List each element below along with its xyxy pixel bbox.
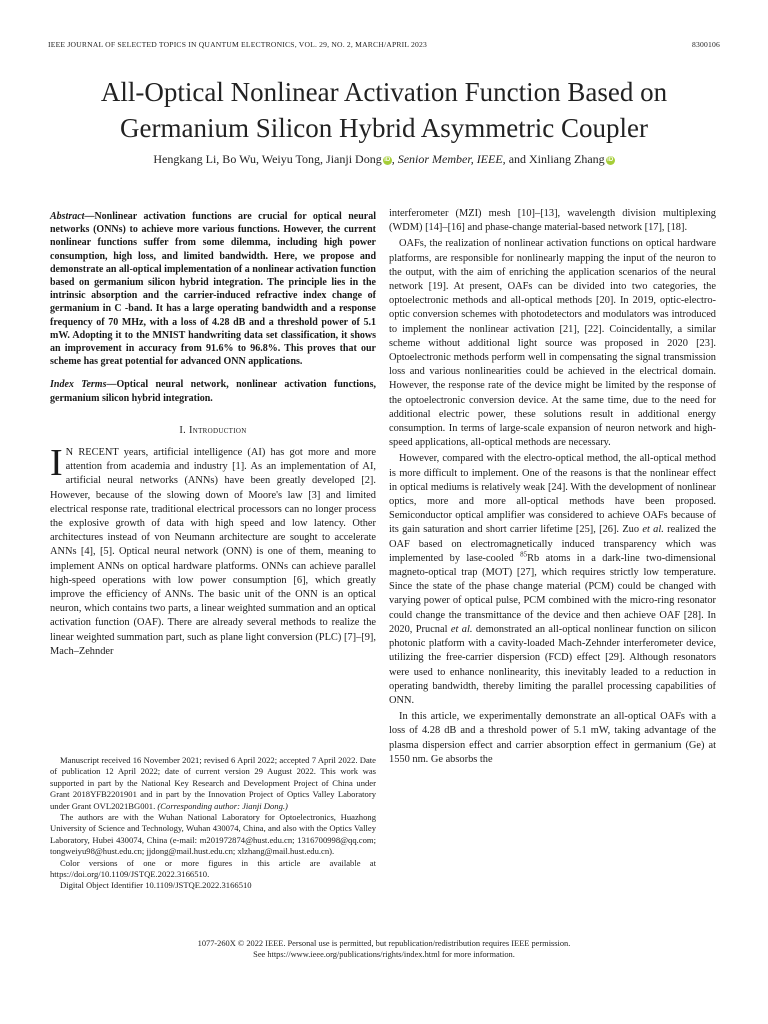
article-number: 8300106	[692, 40, 720, 49]
index-terms	[50, 378, 376, 404]
section-heading-introduction	[50, 424, 376, 438]
journal-name: IEEE JOURNAL OF SELECTED TOPICS IN QUANTUM ELECTRONICS, VOL. 29, NO. 2, MARCH/APRIL 2023	[48, 40, 428, 49]
copyright-line-2: See https://www.ieee.org/publications/rights/index.html for more information.	[253, 950, 515, 960]
paper-title	[30, 74, 738, 146]
footnote-received: Manuscript received 16 November 2021; revised 6 April 2022; accepted 7 April 2022. Date of publication 12 April 2022; date of current version 29 August 2022. This work was supported in part by the National Key Research and Development Project of China under Grant 2018YFB2201901 and in part by the Innovation Project of Optics Valley Laboratory under Grant OVL2021BG001. (Corresponding author: Jianji Dong.)	[50, 755, 376, 811]
right-column	[389, 207, 716, 767]
intro-text: years, artificial intelligence (AI) has got more and more attention from academia and industry [1]. As an implementation of AI, artificial neural networks (ANNs) have been greatly developed [2]. However, because of the slowing down of Moore's law [3] and limited electrical response rate, traditional electrical processors can no longer process the explosive growth of data with high speed and low latency. Other architectures instead of von Neumann architecture are sought to accelerate ANNs [4], [5]. Optical neural network (ONN) is one of them, meaning to implement ANNs on optical hardware platforms. ONNs can achieve parallel high-speed operations with low power consumption [6], which greatly improve the efficiency of ANNs. The basic unit of the ONN is an optical neuron, which contains two parts, a linear weighted summation and an optical activation function (OAF). There are already several methods to realize the linear weighted summation part, such as plane light conversion (PLC) [7]–[9], Mach–Zehnder	[50, 447, 376, 657]
copyright-notice	[40, 938, 728, 961]
footnote-doi: Digital Object Identifier 10.1109/JSTQE.2022.3166510	[60, 880, 252, 891]
paragraph-all-optical: However, compared with the electro-optical method, the all-optical method is more difficult to implement. One of the reasons is that the nonlinear effect in optical mediums is relatively weak [24]. With the development of nonlinear optics, more and more all-optical methods have been proposed. Semiconductor optical amplifier was considered to achieve OAFs because of its gain saturation and short carrier lifetime [25], [26]. Zuo et al. realized the OAF based on electromagnetically induced transparency which was implemented by lase-cooled $^{85}$Rb atoms in a dark-line two-dimensional magneto-optical trap (MOT) [27], which requires strictly low temperature. Since the state of the phase change material (PCM) could be changed with varying power of optical pulse, PCM combined with the micro-ring resonator could change the transmittance of the device and then achieve OAF [28]. In 2020, Prucnal et al. demonstrated an all-optical nonlinear function on silicon photonic platform with a cavity-loaded Mach-Zehnder interferometer device, utilizing the free-carrier dispersion (FCD) effect [29]. Although resonators were used to enhance nonlinearity, this inevitably leaded to a reduction in operating bandwidth, thereby limiting the parallel processing capabilities of ONN.	[389, 453, 717, 706]
authors-part-1: Hengkang Li, Bo Wu, Weiyu Tong, Jianji Dong	[153, 152, 382, 166]
title-line-1: All-Optical Nonlinear Activation Function Based on	[100, 77, 668, 107]
drop-cap: I	[50, 442, 63, 485]
left-column	[50, 210, 376, 659]
footnotes	[50, 755, 376, 892]
section-title: Introduction	[188, 424, 247, 436]
author-membership: , Senior Member, IEEE,	[391, 152, 506, 166]
intro-first-words: N RECENT	[65, 447, 119, 459]
orcid-icon[interactable]: iD	[607, 157, 614, 163]
paragraph-this-article: In this article, we experimentally demonstrate an all-optical OAFs with a loss of 4.28 dB and a threshold power of 5.1 mW, taking advantage of the plasma dispersion effect and carrier absorption effect in germanium (Ge) at 1550 nm. Ge absorbs the	[389, 711, 716, 765]
author-list	[30, 152, 738, 167]
footnote-affiliation: The authors are with the Wuhan National Laboratory for Optoelectronics, Huazhong University of Science and Technology, Wuhan 430074, China, and also with the Optics Valley Laboratory, Hubei 430074, China (e-mail: m201972874@hust.edu.cn; 1316700998@qq.com; tongweiyu98@hust.edu.cn; jjdong@mail.hust.edu.cn; xlzhang@mail.hust.edu.cn).	[50, 812, 376, 857]
title-line-2: Germanium Silicon Hybrid Asymmetric Coupler	[120, 113, 648, 143]
paragraph-oafs: OAFs, the realization of nonlinear activation functions on optical hardware platforms, are responsible for nonlinearly mapping the input of the neuron to the output, with the aim of enriching the application scenarios of the neural network [19]. At present, OAFs can be divided into two categories, the optoelectronic methods and all-optical methods [20]. In 2019, optic-electro-optic conversion schemes with photodetectors and modulators was introduced to implement the nonlinear activation [21], [22]. Coincidentally, a similar scheme without additional light source was proposed in 2020 [23]. Optoelectronic methods perform well in compensating the signal transmission loss and various nonlinearities could be achieved in the electrical domain. However, the response rate of the device might be limited by the response of the optoelectronic conversion device. At the same time, due to the need for additional electric power, these solutions result in additional energy consumption. In terms of large-scale expansion of neuron network and high-speed applications, all-optical methods are necessary.	[389, 238, 716, 449]
index-terms-text: —Optical neural network, nonlinear activation functions, germanium silicon hybrid integration.	[50, 379, 376, 404]
abstract-label: Abstract	[50, 211, 85, 222]
abstract-text: —Nonlinear activation functions are crucial for optical neural networks (ONNs) to achieve more various functions. However, the current nonlinear functions suffer from some dilemma, including high power consumption, high loss, and limited bandwidth. Here, we propose and demonstrate an all-optical implementation of a nonlinear activation function based on germanium silicon hybrid integration. The principle lies in the intrinsic absorption and the carrier-induced refractive index change of germanium in C -band. It has a large operating bandwidth and a response frequency of 70 MHz, with a loss of 4.28 dB and a threshold power of 5.1 mW. Adopting it to the MNIST handwriting data set classification, it shows an improvement in accuracy from 91.6% to 96.8%. This proves that our scheme has great potential for advanced ONN applications.	[50, 211, 376, 368]
orcid-icon[interactable]: iD	[384, 157, 391, 163]
paragraph-continued: interferometer (MZI) mesh [10]–[13], wavelength division multiplexing (WDM) [14]–[16] and phase-change material-based network [17], [18].	[389, 208, 716, 234]
corresponding-author: (Corresponding author: Jianji Dong.)	[157, 800, 288, 811]
section-numeral: I.	[179, 424, 189, 436]
abstract	[50, 210, 376, 368]
footnote-color-versions: Color versions of one or more figures in this article are available at https://doi.org/10.1109/JSTQE.2022.3166510.	[50, 857, 376, 880]
index-terms-label: Index Terms	[50, 379, 107, 391]
copyright-line-1: 1077-260X © 2022 IEEE. Personal use is permitted, but republication/redistribution requires IEEE permission.	[197, 939, 571, 948]
intro-paragraph	[50, 442, 376, 659]
authors-part-2: and Xinliang Zhang	[505, 152, 605, 166]
